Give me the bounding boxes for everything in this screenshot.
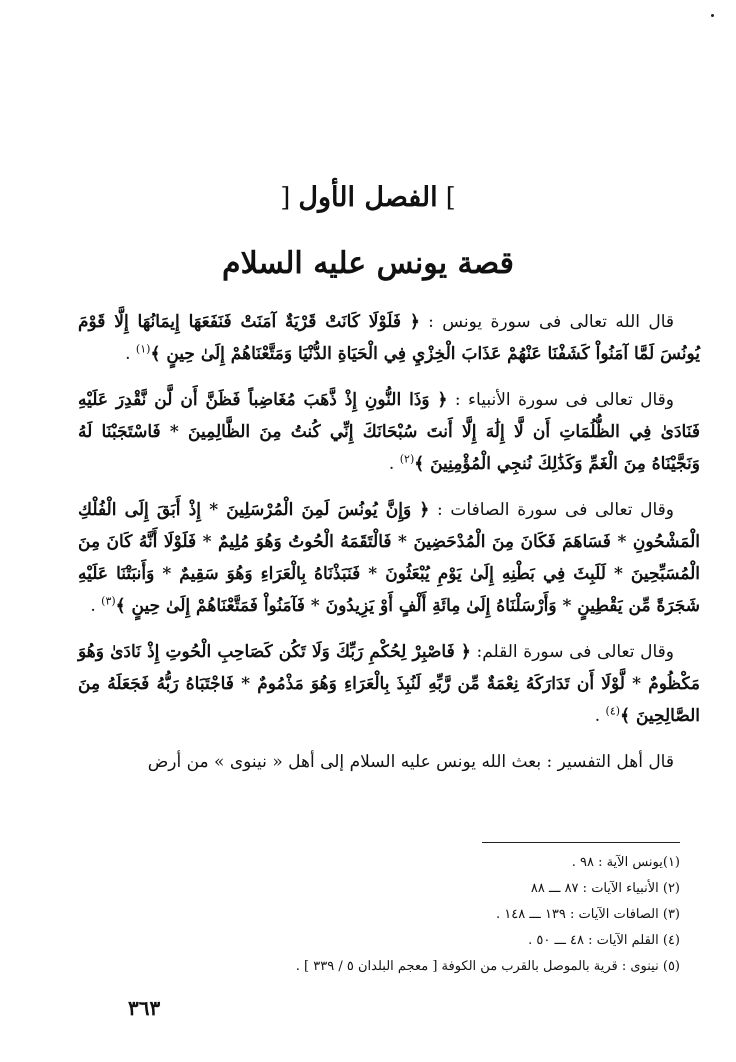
footnote-5: (٥) نينوى : قرية بالموصل بالقرب من الكوفة [ معجم البلدان ٥ / ٣٣٩ ] . <box>295 959 680 974</box>
footnote-divider <box>482 842 680 843</box>
quran-verse: ﴿ وَذَا النُّونِ إِذْ ذَّهَبَ مُغَاضِباً فَظَنَّ أَن لَّن نَّقْدِرَ عَلَيْهِ فَنَادَىٰ فِي الظُّلُمَاتِ أَن لَّا إِلَٰهَ إِلَّا أَنتَ سُبْحَانَكَ إِنِّي كُنتُ مِنَ الظَّالِمِينَ * فَاسْتَجَبْنَا لَهُ وَنَجَّيْنَاهُ مِنَ الْغَمِّ وَكَذَٰلِكَ نُنجِي الْمُؤْمِنِينَ ﴾ <box>78 390 700 474</box>
paragraph-tafsir: قال أهل التفسير : بعث الله يونس عليه السلام إلى أهل « نينوى » من أرض <box>147 752 674 772</box>
paragraph-lead: وقال تعالى فى سورة القلم: <box>476 642 675 662</box>
paragraph-lead: قال الله تعالى فى سورة يونس : <box>428 312 674 332</box>
quran-verse: ﴿ فَلَوْلَا كَانَتْ قَرْيَةٌ آمَنَتْ فَنَفَعَهَا إِيمَانُهَا إِلَّا قَوْمَ يُونُسَ لَمَّا آمَنُواْ كَشَفْنَا عَنْهُمْ عَذَابَ الْخِزْيِ فِي الْحَيَاةِ الدُّنْيَا وَمَتَّعْنَاهُمْ إِلَىٰ حِينٍ ﴾ <box>78 312 700 364</box>
footnotes <box>120 850 680 980</box>
paragraph-saffat <box>78 494 700 622</box>
story-title: قصة يونس عليه السلام <box>222 246 514 281</box>
footnote-2: (٢) الأنبياء الآيات : ٨٧ ـــ ٨٨ <box>530 881 680 896</box>
footnote-ref: (٣) <box>101 594 116 608</box>
paragraph-qalam <box>78 636 700 732</box>
sentence-end: . <box>594 706 601 726</box>
footnote-4: (٤) القلم الآيات : ٤٨ ـــ ٥٠ . <box>528 933 680 948</box>
sentence-end: . <box>125 344 131 364</box>
page-number: ٣٦٣ <box>128 996 161 1020</box>
footnote-ref: (١) <box>135 342 151 356</box>
chapter-heading <box>0 182 736 213</box>
body-text <box>78 306 700 792</box>
sentence-end: . <box>388 454 395 474</box>
sentence-end: . <box>90 596 96 616</box>
scan-speck <box>711 14 714 17</box>
paragraph-yunus <box>78 306 700 370</box>
paragraph-anbiya <box>78 384 700 480</box>
heading-bracket-open: ] <box>445 183 456 213</box>
footnote-ref: (٢) <box>399 452 415 466</box>
paragraph-lead: وقال تعالى فى سورة الصافات : <box>437 500 674 520</box>
footnote-ref: (٤) <box>605 704 621 718</box>
paragraph-lead: وقال تعالى فى سورة الأنبياء : <box>454 390 674 410</box>
footnote-3: (٣) الصافات الآيات : ١٣٩ ـــ ١٤٨ . <box>496 907 680 922</box>
chapter-label: الفصل الأول <box>298 182 438 213</box>
heading-bracket-close: [ <box>280 183 291 213</box>
quran-verse: ﴿ فَاصْبِرْ لِحُكْمِ رَبِّكَ وَلَا تَكُن كَصَاحِبِ الْحُوتِ إِذْ نَادَىٰ وَهُوَ مَكْظُومٌ * لَّوْلَا أَن تَدَارَكَهُ نِعْمَةٌ مِّن رَّبِّهِ لَنُبِذَ بِالْعَرَاءِ وَهُوَ مَذْمُومٌ * فَاجْتَبَاهُ رَبُّهُ فَجَعَلَهُ مِنَ الصَّالِحِينَ ﴾ <box>78 642 700 726</box>
footnote-1: (١)يونس الآية : ٩٨ . <box>571 855 680 870</box>
quran-verse: ﴿ وَإِنَّ يُونُسَ لَمِنَ الْمُرْسَلِينَ * إِذْ أَبَقَ إِلَى الْفُلْكِ الْمَشْحُونِ * فَسَاهَمَ فَكَانَ مِنَ الْمُدْحَضِينَ * فَالْتَقَمَهُ الْحُوتُ وَهُوَ مُلِيمٌ * فَلَوْلَا أَنَّهُ كَانَ مِنَ الْمُسَبِّحِينَ * لَلَبِثَ فِي بَطْنِهِ إِلَىٰ يَوْمِ يُبْعَثُونَ * فَنَبَذْنَاهُ بِالْعَرَاءِ وَهُوَ سَقِيمٌ * وَأَنبَتْنَا عَلَيْهِ شَجَرَةً مِّن يَقْطِينٍ * وَأَرْسَلْنَاهُ إِلَىٰ مِائَةِ أَلْفٍ أَوْ يَزِيدُونَ * فَآمَنُواْ فَمَتَّعْنَاهُمْ إِلَىٰ حِينٍ ﴾ <box>78 500 700 616</box>
